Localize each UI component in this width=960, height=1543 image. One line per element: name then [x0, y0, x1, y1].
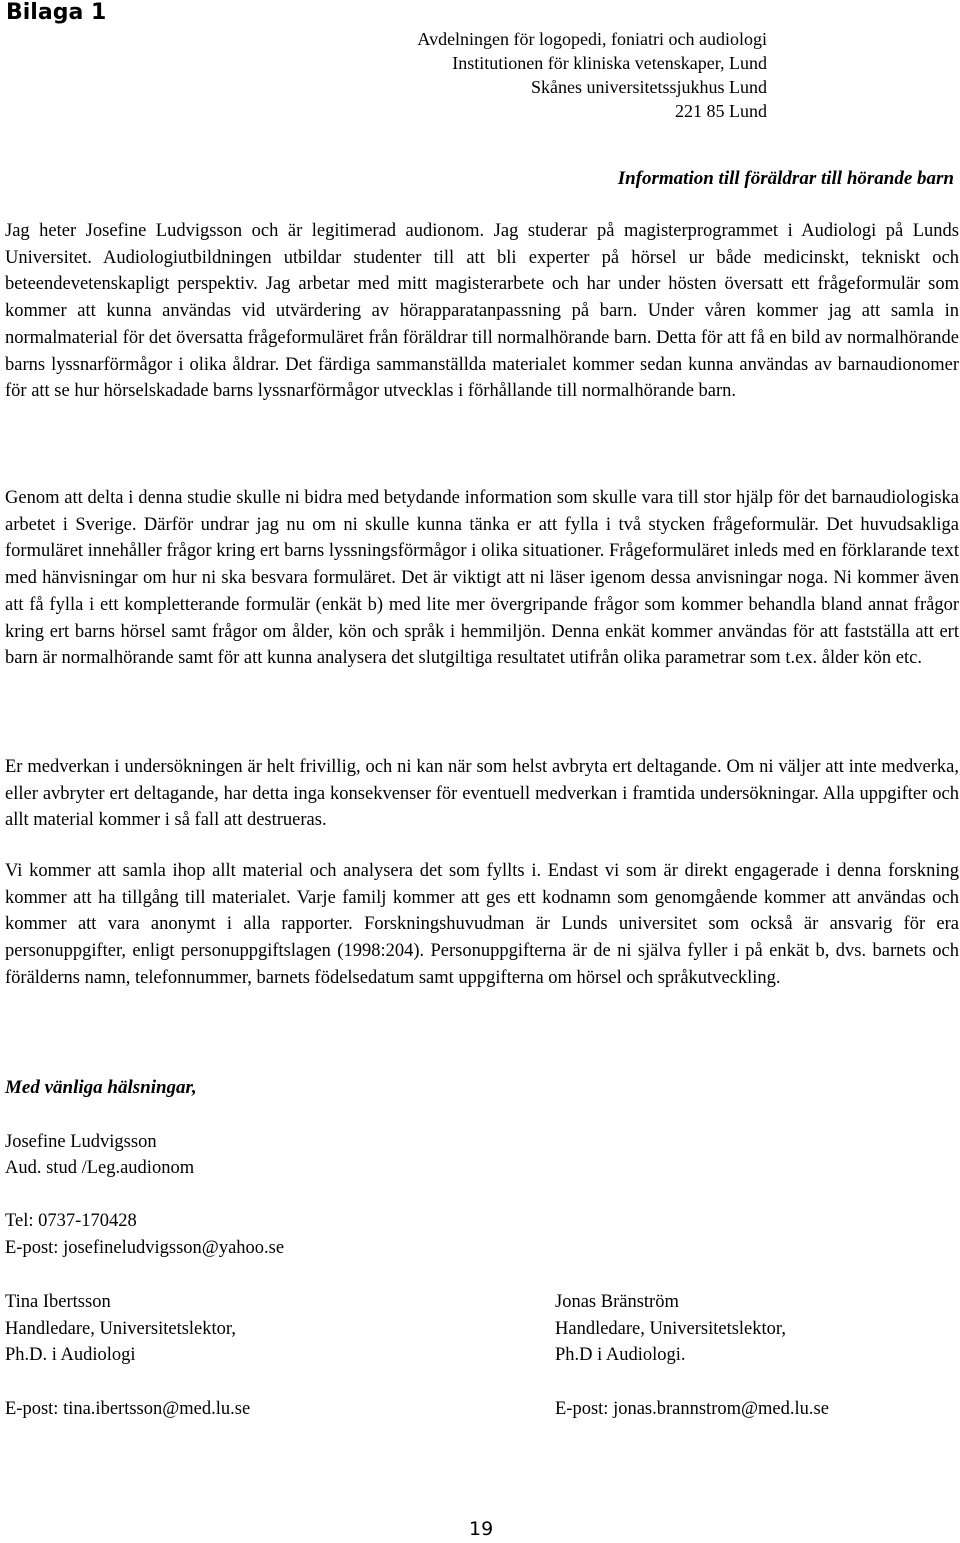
author-email: E-post: josefineludvigsson@yahoo.se — [5, 1238, 285, 1258]
supervisor-2-email: E-post: jonas.brannstrom@med.lu.se — [555, 1399, 829, 1419]
paragraph-voluntary: Er medverkan i undersökningen är helt frivillig, och ni kan när som helst avbryta ert deltagande. Om ni väljer att inte medverka, eller avbryter ert deltagande, har detta inga konsekvenser för eventuell medverkan i framtida undersökningar. Alla uppgifter och allt material kommer i så fall att destrueras. — [5, 757, 959, 831]
supervisor-1-name: Tina Ibertsson — [5, 1292, 111, 1312]
supervisor-2-name: Jonas Bränström — [555, 1292, 679, 1312]
address-line-hospital: Skånes universitetssjukhus Lund — [531, 77, 767, 97]
paragraph-participation: Genom att delta i denna studie skulle ni bidra med betydande information som skulle vara till stor hjälp för det barnaudiologiska arbetet i Sverige. Därför undrar jag nu om ni skulle kunna tänka er att fylla i två stycken frågeformulär. Det huvudsakliga formuläret innehåller frågor kring ert barns lyssningsförmågor i olika situationer. Frågeformuläret inleds med en förklarande text med hänvisningar om hur ni ska besvara formuläret. Det är viktigt att ni läser igenom dessa anvisningar noga. Ni kommer även att få fylla i ett kompletterande formulär (enkät b) med lite mer övergripande frågor som kommer behandla bland annat frågor kring ert barns hörsel samt frågor om ålder, kön och språk i hemmiljön. Denna enkät kommer användas för att fastställa att ert barn är normalhörande samt för att kunna analysera det slutgiltiga resultatet utifrån olika parametrar som t.ex. ålder kön etc. — [5, 488, 959, 669]
paragraph-intro: Jag heter Josefine Ludvigsson och är legitimerad audionom. Jag studerar på magisterprogrammet i Audiologi på Lunds Universitet. Audiologiutbildningen utbildar studenter till att bli experter på hörsel ur både medicinskt, tekniskt och beteendevetenskapligt perspektiv. Jag arbetar med mitt magisterarbete och har under hösten översatt ett frågeformulär som kommer att kunna användas vid utvärdering av hörapparatanpassning på barn. Under våren kommer jag att samla in normalmaterial för det översatta frågeformuläret från föräldrar till normalhörande barn. Detta för att få en bild av normalhörande barns lyssnarförmågor i olika åldrar. Det färdiga sammanställda materialet kommer sedan kunna användas av barnaudionomer för att se hur hörselskadade barns lyssnarförmågor utvecklas i förhållande till normalhörande barn. — [5, 221, 959, 402]
supervisor-2-role: Handledare, Universitetslektor, — [555, 1319, 786, 1339]
address-line-institution: Institutionen för kliniska vetenskaper, Lund — [452, 53, 767, 73]
supervisor-1-role: Handledare, Universitetslektor, — [5, 1319, 236, 1339]
address-line-department: Avdelningen för logopedi, foniatri och audiologi — [417, 29, 767, 49]
author-title: Aud. stud /Leg.audionom — [5, 1158, 195, 1178]
paragraph-data-handling: Vi kommer att samla ihop allt material och analysera det som fyllts i. Endast vi som är direkt engagerade i denna forskning kommer att ha tillgång till materialet. Varje familj kommer att ges ett kodnamn som genomgående kommer att användas och kommer att vara anonymt i alla rapporter. Forskningshuvudman är Lunds universitet som också är ansvarig för era personuppgifter, enligt personuppgiftslagen (1998:204). Personuppgifterna är de ni själva fyller i på enkät b, dvs. barnets och förälderns namn, telefonnummer, barnets födelsedatum samt uppgifterna om hörsel och språkutveckling. — [5, 861, 959, 988]
appendix-heading: Bilaga 1 — [6, 0, 107, 25]
author-phone: Tel: 0737-170428 — [5, 1211, 137, 1231]
address-line-postal: 221 85 Lund — [675, 101, 767, 121]
supervisor-1-degree: Ph.D. i Audiologi — [5, 1345, 136, 1365]
page-number: 19 — [469, 1518, 494, 1540]
document-title: Information till föräldrar till hörande barn — [617, 168, 954, 189]
sender-address — [417, 27, 767, 123]
author-name: Josefine Ludvigsson — [5, 1132, 157, 1152]
closing-greeting: Med vänliga hälsningar, — [5, 1077, 197, 1098]
supervisor-1-email: E-post: tina.ibertsson@med.lu.se — [5, 1399, 251, 1419]
supervisor-2-degree: Ph.D i Audiologi. — [555, 1345, 686, 1365]
